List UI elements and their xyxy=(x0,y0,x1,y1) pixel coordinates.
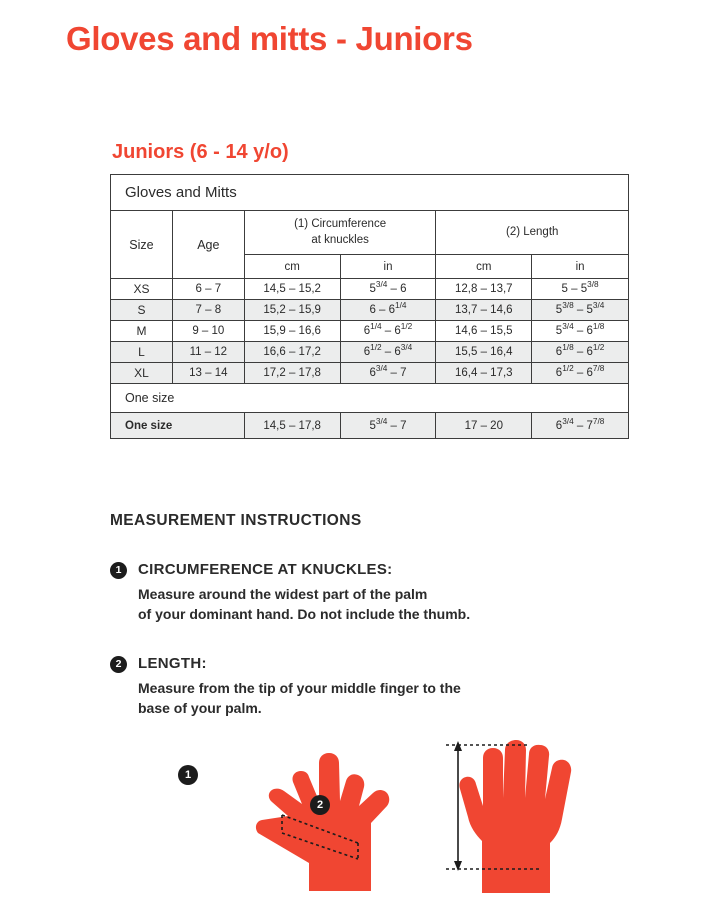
cell-circ-in: $5^{3/4} - 7$ xyxy=(340,413,436,439)
cell-circ-cm: 14,5 – 15,2 xyxy=(244,279,340,300)
cell-len-cm: 16,4 – 17,3 xyxy=(436,363,532,384)
cell-size: XL xyxy=(111,363,173,384)
header-circumference xyxy=(244,211,436,255)
table-row xyxy=(111,279,629,300)
cell-circ-cm: 14,5 – 17,8 xyxy=(244,413,340,439)
cell-len-cm: 17 – 20 xyxy=(436,413,532,439)
step-number-badge-2: 2 xyxy=(110,656,127,673)
cell-len-cm: 13,7 – 14,6 xyxy=(436,300,532,321)
cell-circ-cm: 17,2 – 17,8 xyxy=(244,363,340,384)
step-heading-2: LENGTH: xyxy=(138,655,207,672)
cell-circ-in: $6^{1/2} - 6^{3/4}$ xyxy=(340,342,436,363)
cell-len-in: $5 - 5^{3/8}$ xyxy=(532,279,629,300)
cell-len-in: $5^{3/4} - 6^{1/8}$ xyxy=(532,321,629,342)
cell-circ-cm: 15,9 – 16,6 xyxy=(244,321,340,342)
step-body-1-line1: Measure around the widest part of the palm xyxy=(138,586,428,602)
table-row xyxy=(111,413,629,439)
cell-len-cm: 15,5 – 16,4 xyxy=(436,342,532,363)
illustration-badge-1: 1 xyxy=(178,765,198,785)
step-body-1 xyxy=(138,584,650,625)
header-len-cm: cm xyxy=(436,255,532,279)
table-header-row-1 xyxy=(111,211,629,255)
cell-size: XS xyxy=(111,279,173,300)
page-title: Gloves and mitts - Juniors xyxy=(66,20,473,57)
instruction-step-1 xyxy=(110,561,650,625)
header-circ-cm: cm xyxy=(244,255,340,279)
cell-circ-cm: 15,2 – 15,9 xyxy=(244,300,340,321)
step-body-2 xyxy=(138,678,650,719)
left-hand-icon xyxy=(256,753,389,891)
header-len-in: in xyxy=(532,255,629,279)
cell-age: 7 – 8 xyxy=(172,300,244,321)
instruction-step-2 xyxy=(110,655,650,719)
table-caption-row xyxy=(111,175,629,211)
cell-one-size: One size xyxy=(111,413,245,439)
table-caption: Gloves and Mitts xyxy=(111,175,629,211)
size-table-container xyxy=(110,174,629,439)
table-row xyxy=(111,300,629,321)
cell-len-in: $6^{1/2} - 6^{7/8}$ xyxy=(532,363,629,384)
table-row xyxy=(111,363,629,384)
header-circumference-line1: (1) Circumference xyxy=(294,217,387,230)
step-heading-1: CIRCUMFERENCE AT KNUCKLES: xyxy=(138,561,393,578)
cell-age: 13 – 14 xyxy=(172,363,244,384)
section-subtitle: Juniors (6 - 14 y/o) xyxy=(112,141,289,163)
header-length: (2) Length xyxy=(436,211,629,255)
cell-len-in: $5^{3/8} - 5^{3/4}$ xyxy=(532,300,629,321)
cell-circ-in: $6^{3/4} - 7$ xyxy=(340,363,436,384)
cell-circ-in: $5^{3/4} - 6$ xyxy=(340,279,436,300)
step-body-2-line2: base of your palm. xyxy=(138,700,262,717)
cell-len-in: $6^{3/4} - 7^{7/8}$ xyxy=(532,413,629,439)
size-table xyxy=(110,174,629,439)
instructions-title: MEASUREMENT INSTRUCTIONS xyxy=(110,512,362,529)
cell-age: 6 – 7 xyxy=(172,279,244,300)
header-size: Size xyxy=(111,211,173,279)
one-size-header: One size xyxy=(111,384,629,413)
table-row xyxy=(111,342,629,363)
header-circumference-line2: at knuckles xyxy=(311,233,369,246)
cell-circ-in: $6 - 6^{1/4}$ xyxy=(340,300,436,321)
one-size-header-row xyxy=(111,384,629,413)
cell-circ-in: $6^{1/4} - 6^{1/2}$ xyxy=(340,321,436,342)
step-body-2-line1: Measure from the tip of your middle finger to the xyxy=(138,680,461,696)
cell-len-in: $6^{1/8} - 6^{1/2}$ xyxy=(532,342,629,363)
cell-size: S xyxy=(111,300,173,321)
table-row xyxy=(111,321,629,342)
header-circ-in: in xyxy=(340,255,436,279)
cell-circ-cm: 16,6 – 17,2 xyxy=(244,342,340,363)
cell-age: 9 – 10 xyxy=(172,321,244,342)
illustration-badge-2: 2 xyxy=(310,795,330,815)
step-number-badge-1: 1 xyxy=(110,562,127,579)
cell-len-cm: 12,8 – 13,7 xyxy=(436,279,532,300)
cell-size: L xyxy=(111,342,173,363)
cell-size: M xyxy=(111,321,173,342)
cell-len-cm: 14,6 – 15,5 xyxy=(436,321,532,342)
cell-age: 11 – 12 xyxy=(172,342,244,363)
right-hand-icon xyxy=(446,740,571,893)
step-body-1-line2: of your dominant hand. Do not include the thumb. xyxy=(138,606,471,623)
hands-diagram-svg xyxy=(110,725,650,895)
measurement-illustration xyxy=(110,725,650,895)
header-age: Age xyxy=(172,211,244,279)
